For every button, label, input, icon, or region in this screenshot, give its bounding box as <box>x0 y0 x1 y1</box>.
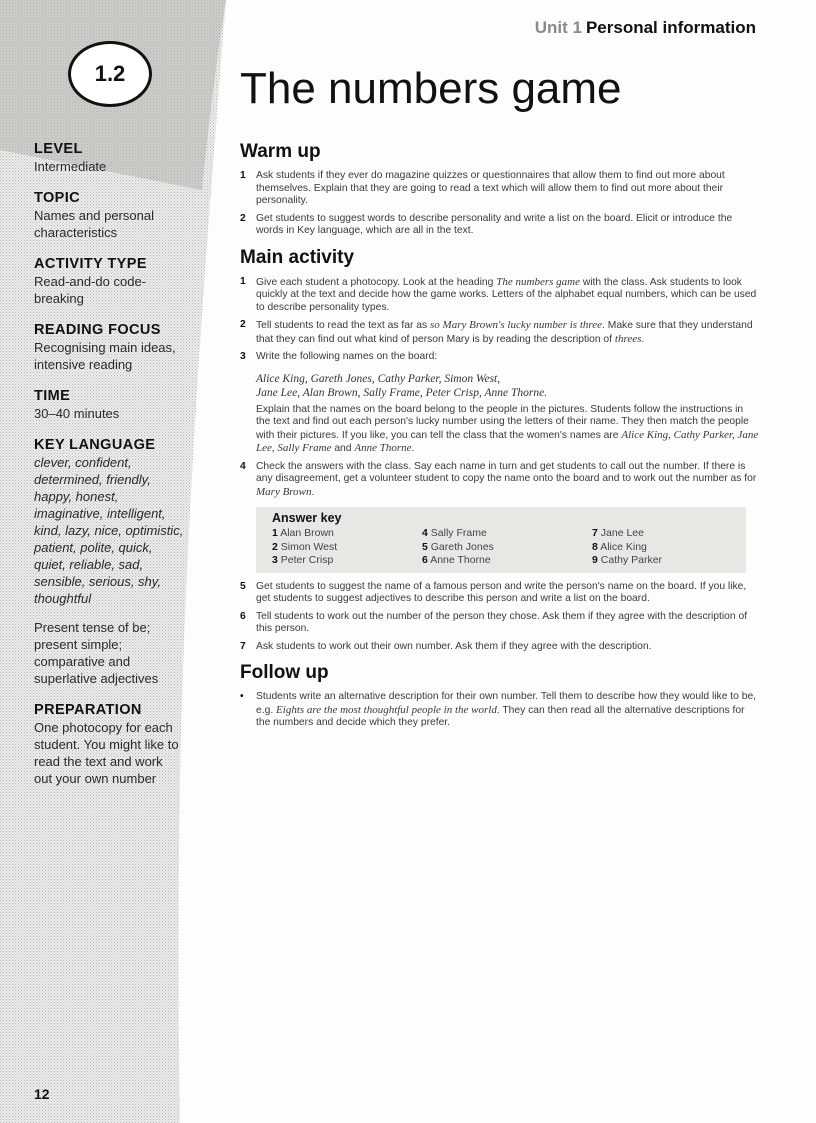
answer-key-grid <box>272 527 736 567</box>
step-text: . <box>311 486 315 498</box>
names-on-board <box>240 372 760 400</box>
step-text: Ask students if they ever do magazine quizzes or questionnaires that allow them to find out more about themselves. Explain that they are going to read a text which will allow them to find out more about their personality. <box>256 170 725 206</box>
answer-key-item <box>422 541 592 554</box>
key-language-words: clever, confident, determined, friendly, happy, honest, imaginative, intelligent, kind, lazy, nice, optimistic, patient, polite, quick, quiet, reliable, sad, sensible, serious, shy, thoughtful <box>34 455 184 606</box>
answer-name: Alice King <box>600 540 647 553</box>
page-title: The numbers game <box>240 64 622 113</box>
list-item <box>240 691 760 730</box>
preparation-section <box>34 701 184 787</box>
answer-name: Alan Brown <box>280 527 334 539</box>
answer-key-item <box>272 541 422 554</box>
list-item <box>240 319 760 346</box>
lesson-info-sidebar <box>34 140 184 801</box>
step-text: Tell students to read the text as far as <box>256 320 430 331</box>
main-activity-heading: Main activity <box>240 246 355 268</box>
level-section <box>34 140 184 175</box>
unit-heading <box>535 18 756 38</box>
list-item <box>240 276 760 315</box>
step-3-explanation <box>240 404 760 456</box>
step-text-italic: Anne Thorne <box>354 442 412 454</box>
step-text-italic: threes <box>614 332 642 345</box>
answer-number: 6 <box>422 554 428 566</box>
step-text: . They can then read all the alternative descriptions for the numbers and decide which they prefer. <box>256 704 745 728</box>
reading-focus-value: Recognising main ideas, intensive reading <box>34 340 176 372</box>
topic-value: Names and personal characteristics <box>34 208 154 240</box>
answer-name: Jane Lee <box>600 527 644 539</box>
answer-number: 3 <box>272 554 278 566</box>
step-text: Write the following names on the board: <box>256 351 438 362</box>
lesson-number-badge: 1.2 <box>68 41 152 107</box>
main-content <box>240 140 760 738</box>
step-text: Explain that the names on the board belong to the people in the pictures. Students follow the instructions in the text and find out each person's lucky number using the letters of their name. They then match the people with their pictures. If you like, you can tell the class that the women's names are <box>256 403 749 441</box>
main-activity-steps-continued <box>240 461 760 500</box>
names-line: Alice King, Gareth Jones, Cathy Parker, Simon West, <box>256 372 501 385</box>
activity-type-section <box>34 255 184 307</box>
list-item <box>240 213 760 238</box>
reading-focus-heading: READING FOCUS <box>34 322 161 338</box>
page-number: 12 <box>34 1086 50 1102</box>
answer-key-item <box>272 527 422 540</box>
step-number: 4 <box>240 460 246 472</box>
step-text: . Make sure that they understand that they can find out what kind of person Mary is by reading the description of <box>256 320 753 345</box>
answer-key-item <box>422 527 592 540</box>
activity-type-value: Read-and-do code-breaking <box>34 274 147 306</box>
follow-up-heading: Follow up <box>240 662 329 683</box>
list-item <box>240 581 760 606</box>
unit-label: Unit 1 <box>534 18 582 37</box>
step-text: Check the answers with the class. Say each name in turn and get students to call out the number. If there is any disagreement, get a volunteer student to copy the name onto the board and to work out the number as for <box>256 460 757 484</box>
key-language-section <box>34 436 184 687</box>
step-text: Give each student a photocopy. Look at the heading <box>256 276 497 288</box>
answer-name: Anne Thorne <box>430 554 491 566</box>
step-number: 6 <box>240 610 246 622</box>
names-line: Jane Lee, Alan Brown, Sally Frame, Peter Crisp, Anne Thorne. <box>256 386 548 399</box>
step-number: 7 <box>240 640 246 652</box>
step-text: Ask students to work out their own number. Ask them if they agree with the description. <box>256 640 652 652</box>
step-text-italic: Eights are the most thoughtful people in the world <box>276 703 497 716</box>
time-value: 30–40 minutes <box>34 406 120 421</box>
answer-number: 7 <box>592 527 598 539</box>
step-text: with the class. Ask students to look quickly at the text and decide how the game works. Letters of the alphabet equal numbers, which can be used to describe personality types. <box>256 276 757 313</box>
step-text: . <box>411 443 415 454</box>
step-text: and <box>331 443 355 454</box>
level-heading: LEVEL <box>34 141 83 157</box>
step-number: 3 <box>240 351 246 362</box>
step-text: . <box>641 333 645 345</box>
step-text: Tell students to work out the number of the person they chose. Ask them if they agree with the description of this person. <box>256 610 748 634</box>
bullet: • <box>240 691 244 702</box>
list-item <box>240 170 760 208</box>
answer-key-item <box>592 527 742 540</box>
warm-up-steps <box>240 170 760 238</box>
main-activity-later-steps <box>240 581 760 654</box>
topic-section <box>34 189 184 241</box>
answer-key-title: Answer key <box>272 511 342 525</box>
answer-number: 5 <box>422 540 428 553</box>
warm-up-heading: Warm up <box>240 141 321 162</box>
time-heading: TIME <box>34 388 71 404</box>
step-number: 5 <box>240 580 246 592</box>
level-value: Intermediate <box>34 159 107 174</box>
step-text: Get students to suggest the name of a famous person and write the person's name on the board. If you like, get students to suggest adjectives to describe this person and write a list on the board. <box>256 580 747 604</box>
answer-key-item <box>592 541 742 554</box>
step-text-italic: Alice King, Cathy Parker, Jane Lee, Sally Frame <box>256 428 759 454</box>
follow-up-list <box>240 691 760 730</box>
list-item <box>240 611 760 636</box>
answer-key-item <box>592 554 742 567</box>
preparation-value: One photocopy for each student. You might like to read the text and work out your own number <box>34 720 179 786</box>
step-number: 2 <box>240 319 246 330</box>
answer-name: Cathy Parker <box>600 554 663 566</box>
key-language-heading: KEY LANGUAGE <box>34 437 156 453</box>
unit-title: Personal information <box>585 18 756 37</box>
step-text-italic: Mary Brown <box>256 485 312 498</box>
answer-key-item <box>272 554 422 567</box>
key-language-grammar: Present tense of be; present simple; comparative and superlative adjectives <box>34 620 159 686</box>
topic-heading: TOPIC <box>34 190 81 206</box>
reading-focus-section <box>34 321 184 373</box>
step-number: 1 <box>240 170 246 181</box>
step-text: Get students to suggest words to describe personality and write a list on the board. Elicit or introduce the words in Key language, which are all in the text. <box>256 212 733 236</box>
step-number: 1 <box>240 275 246 287</box>
time-section <box>34 387 184 422</box>
preparation-heading: PREPARATION <box>34 702 142 718</box>
answer-name: Sally Frame <box>430 527 487 539</box>
step-number: 2 <box>240 212 246 224</box>
main-activity-steps <box>240 276 760 364</box>
answer-number: 2 <box>272 540 278 553</box>
answer-name: Gareth Jones <box>430 540 494 553</box>
answer-number: 9 <box>592 554 598 566</box>
list-item <box>240 461 760 500</box>
step-text: Students write an alternative description for their own number. Tell them to describe how they would like to be, e.g. <box>256 691 757 716</box>
answer-number: 8 <box>592 540 598 553</box>
activity-type-heading: ACTIVITY TYPE <box>34 256 147 272</box>
step-text-italic: so Mary Brown's lucky number is three <box>430 319 603 331</box>
answer-key-item <box>422 554 592 567</box>
answer-name: Peter Crisp <box>280 554 334 566</box>
step-text-italic: The numbers game <box>496 275 580 288</box>
list-item <box>240 641 760 654</box>
answer-key-box <box>256 507 746 573</box>
answer-number: 1 <box>272 527 278 539</box>
answer-number: 4 <box>422 527 428 539</box>
answer-name: Simon West <box>280 540 338 553</box>
list-item <box>240 351 760 364</box>
